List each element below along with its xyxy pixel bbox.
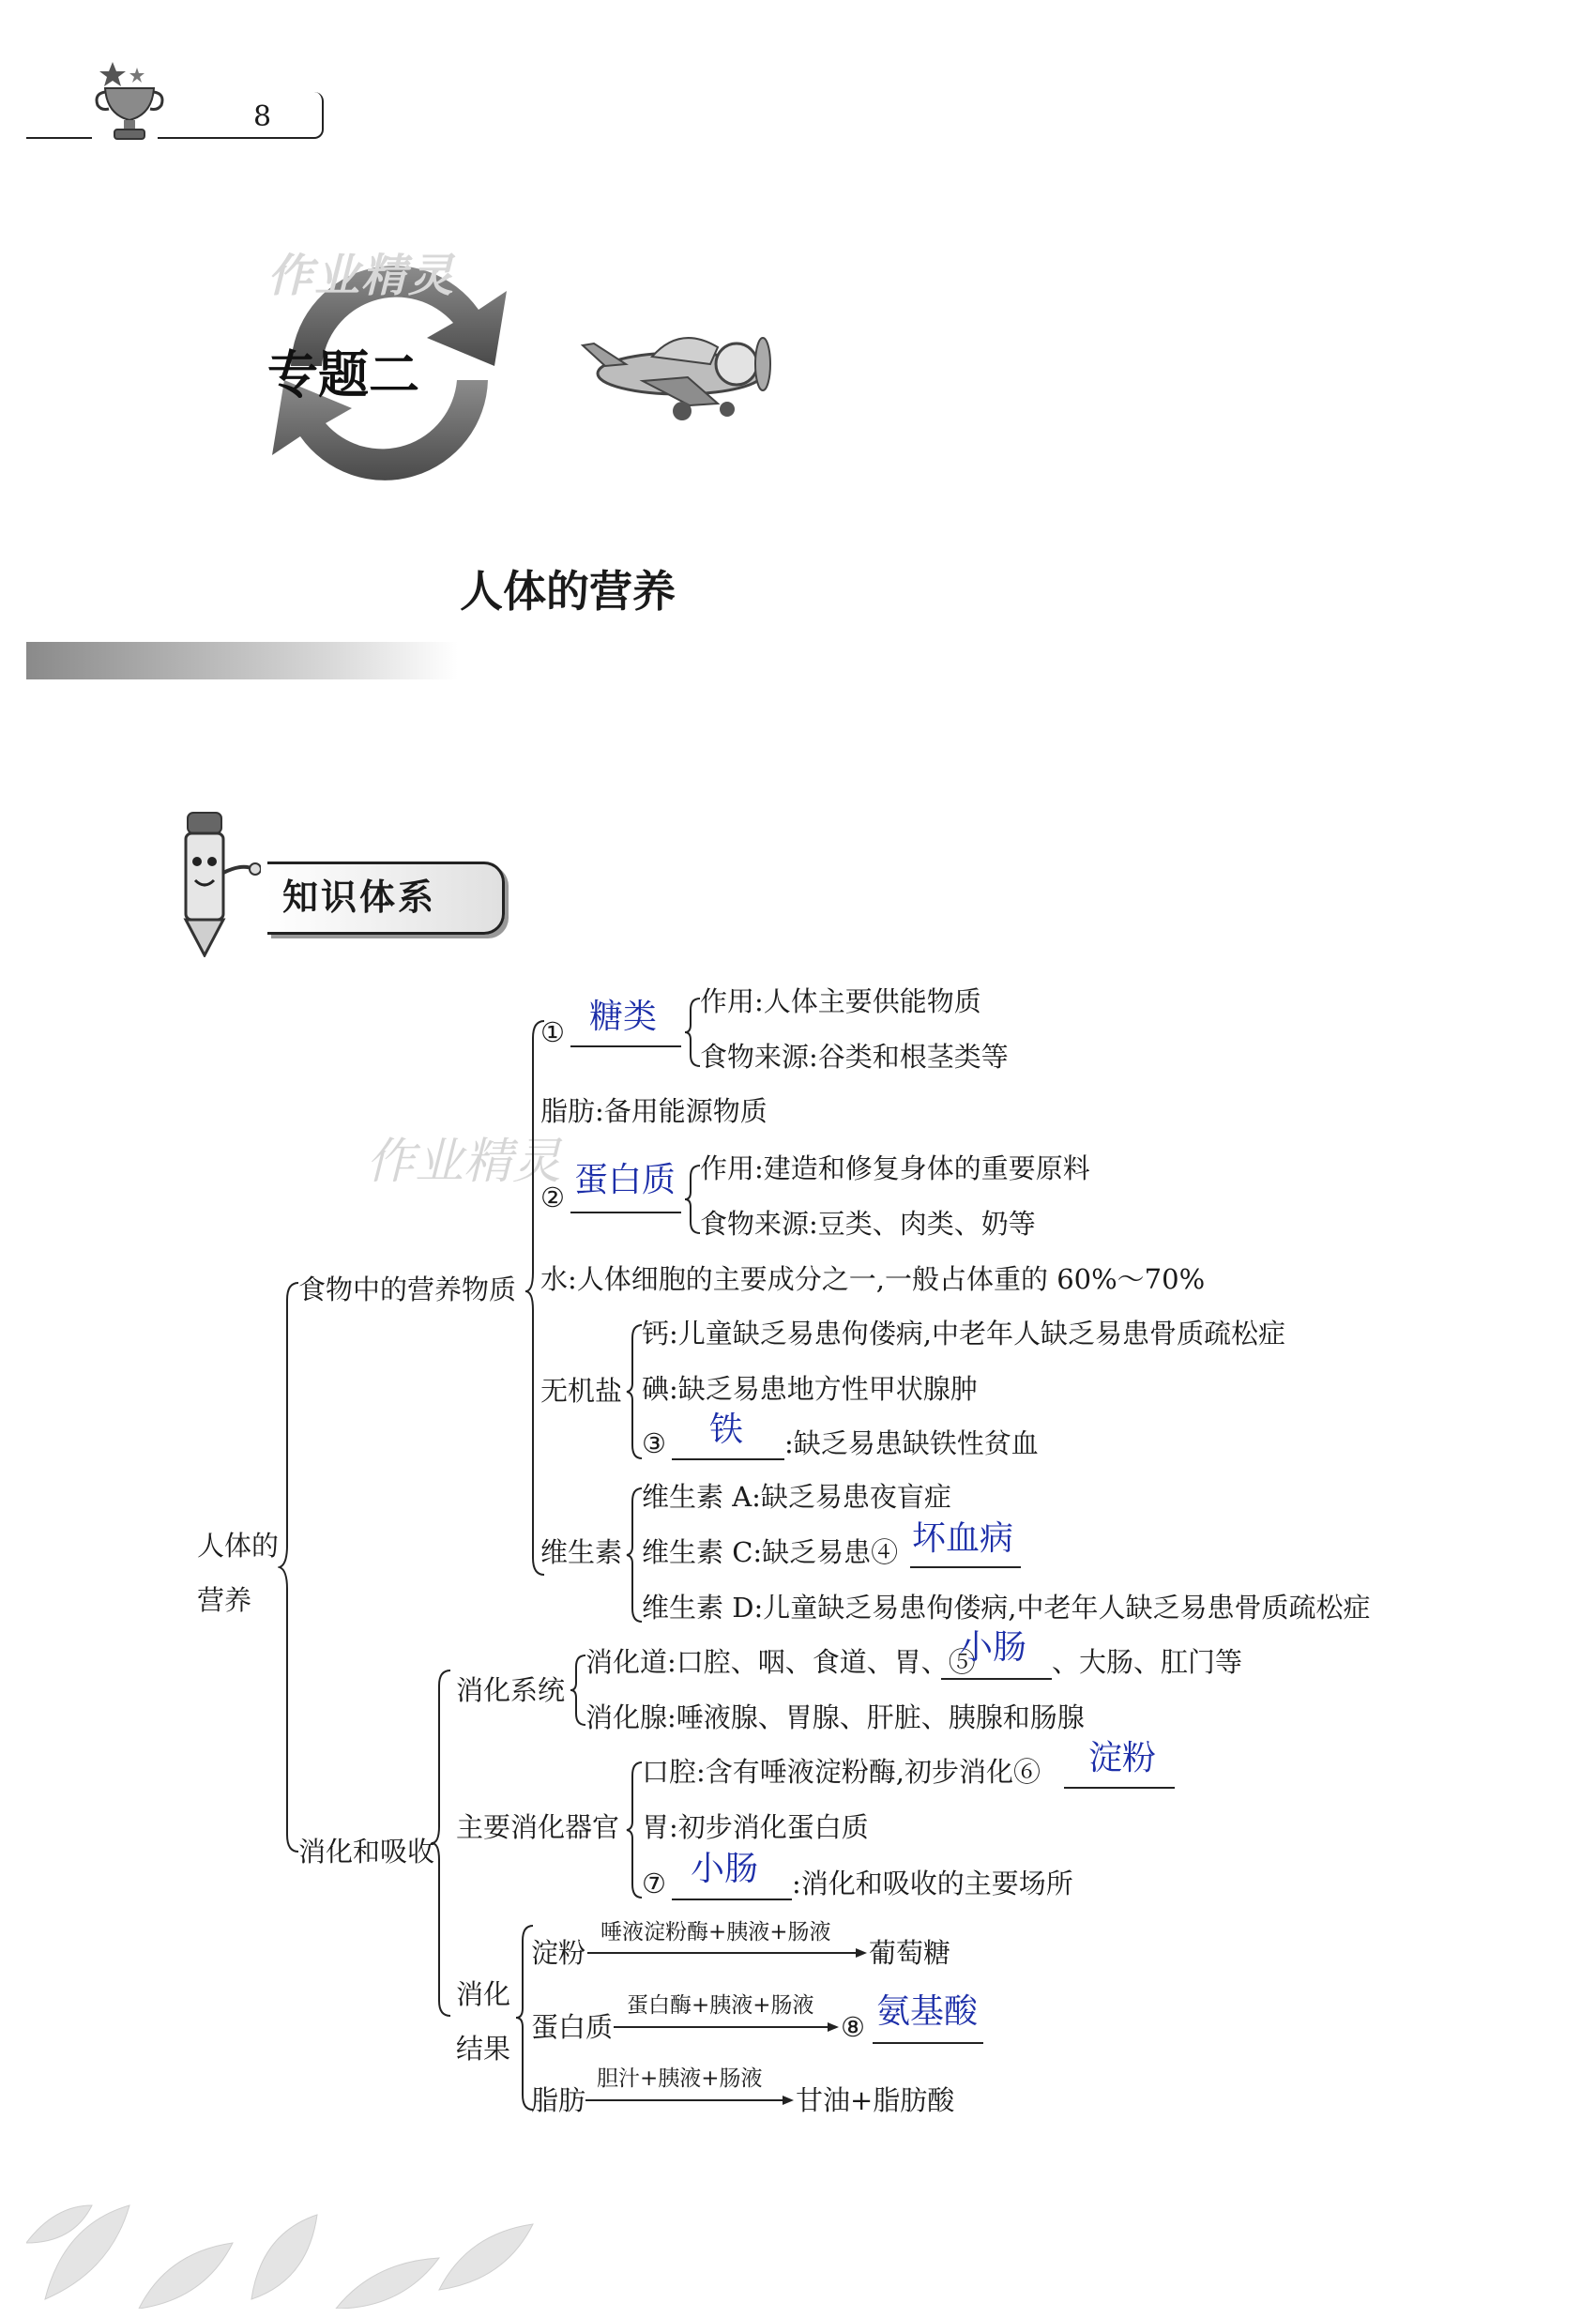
food-label: 食物中的营养物质 (298, 1273, 517, 1305)
topic-title: 专题二 (267, 345, 419, 404)
intestine-blank (672, 1899, 792, 1900)
starch-enzyme: 唾液淀粉酶+胰液+肠液 (600, 1920, 831, 1944)
root-line2: 营养 (197, 1584, 252, 1616)
mineral-brace (625, 1323, 644, 1460)
tract-blank (941, 1678, 1052, 1680)
mouth-blank (1064, 1787, 1175, 1789)
iodine-line: 碘:缺乏易患地方性甲状腺肿 (642, 1373, 978, 1405)
intestine-number: ⑦ (642, 1868, 666, 1899)
iron-number: ③ (642, 1427, 666, 1459)
glands-line: 消化腺:唾液腺、胃腺、肝脏、胰腺和肠腺 (585, 1701, 1085, 1733)
sugar-role: 作用:人体主要供能物质 (700, 985, 981, 1017)
calcium-line: 钙:儿童缺乏易患佝偻病,中老年人缺乏易患骨质疏松症 (642, 1318, 1285, 1350)
page-number: 8 (253, 100, 272, 133)
protein-arrow-icon (614, 2021, 841, 2034)
mid-watermark: 作业精灵 (366, 1134, 562, 1190)
tract-line: 消化道:口腔、咽、食道、胃、⑤ (585, 1646, 976, 1678)
intestine-text: :消化和吸收的主要场所 (792, 1868, 1073, 1899)
starch-arrow-icon (587, 1946, 869, 1960)
protein-source: 食物来源:豆类、肉类、奶等 (700, 1208, 1036, 1240)
fat-result-label: 脂肪 (531, 2084, 586, 2116)
vitamin-d-line: 维生素 D:儿童缺乏易患佝偻病,中老年人缺乏易患骨质疏松症 (642, 1592, 1371, 1624)
sugar-brace (683, 997, 702, 1068)
mouth-line: 口腔:含有唾液淀粉酶,初步消化⑥ (642, 1756, 1041, 1788)
mouth-answer: 淀粉 (1088, 1739, 1157, 1777)
result-label-1: 消化 (456, 1978, 511, 2010)
fat-line: 脂肪:备用能源物质 (540, 1095, 768, 1127)
stomach-line: 胃:初步消化蛋白质 (642, 1811, 869, 1843)
protein-answer: 蛋白质 (574, 1161, 676, 1199)
root-brace (278, 1281, 300, 1853)
protein-brace (683, 1164, 702, 1235)
water-line: 水:人体细胞的主要成分之一,一般占体重的 60%～70% (540, 1263, 1206, 1295)
sugar-answer: 糖类 (589, 998, 658, 1036)
vitamin-a-line: 维生素 A:缺乏易患夜盲症 (642, 1481, 951, 1513)
protein-role: 作用:建造和修复身体的重要原料 (700, 1152, 1090, 1184)
result-label-2: 结果 (456, 2033, 511, 2065)
fat-enzyme: 胆汁+胰液+肠液 (597, 2066, 763, 2091)
protein-enzyme: 蛋白酶+胰液+肠液 (627, 1993, 814, 2018)
sugar-source: 食物来源:谷类和根茎类等 (700, 1041, 1009, 1073)
intestine-answer: 小肠 (691, 1850, 759, 1888)
mineral-label: 无机盐 (540, 1375, 623, 1407)
root-line1: 人体的 (197, 1530, 280, 1562)
system-label: 消化系统 (456, 1674, 566, 1706)
fat-product: 甘油+脂肪酸 (796, 2084, 955, 2116)
protein-blank (570, 1212, 681, 1213)
sugar-blank (570, 1045, 681, 1047)
vitamin-c-blank (910, 1566, 1021, 1568)
protein-number: ② (540, 1182, 565, 1213)
vitamin-label: 维生素 (540, 1536, 623, 1568)
digest-brace (430, 1669, 452, 2018)
iron-answer: 铁 (709, 1411, 744, 1449)
vitamin-brace (625, 1487, 644, 1624)
vitamin-c-line: 维生素 C:缺乏易患④ (642, 1536, 899, 1568)
page-title: 人体的营养 (460, 566, 676, 617)
vitamin-c-answer: 坏血病 (912, 1519, 1014, 1558)
sugar-number: ① (540, 1016, 565, 1048)
starch-label: 淀粉 (531, 1937, 586, 1969)
organs-label: 主要消化器官 (456, 1811, 620, 1843)
organs-brace (625, 1761, 644, 1899)
starch-product: 葡萄糖 (869, 1937, 951, 1969)
protein-result-number: ⑧ (841, 2011, 865, 2043)
iron-text: :缺乏易患缺铁性贫血 (784, 1427, 1039, 1459)
tract-post: 、大肠、肛门等 (1052, 1646, 1243, 1678)
protein-result-label: 蛋白质 (531, 2011, 614, 2043)
banner-watermark: 作业精灵 (267, 250, 456, 302)
section-label: 知识体系 (282, 877, 437, 918)
digest-label: 消化和吸收 (298, 1836, 435, 1868)
protein-result-answer: 氨基酸 (876, 1992, 979, 2031)
leaves-decoration-icon (26, 2168, 552, 2309)
fat-arrow-icon (585, 2094, 796, 2107)
system-brace (569, 1654, 587, 1727)
iron-blank (672, 1458, 784, 1460)
protein-result-blank (873, 2042, 983, 2044)
tract-answer: 小肠 (959, 1628, 1027, 1667)
